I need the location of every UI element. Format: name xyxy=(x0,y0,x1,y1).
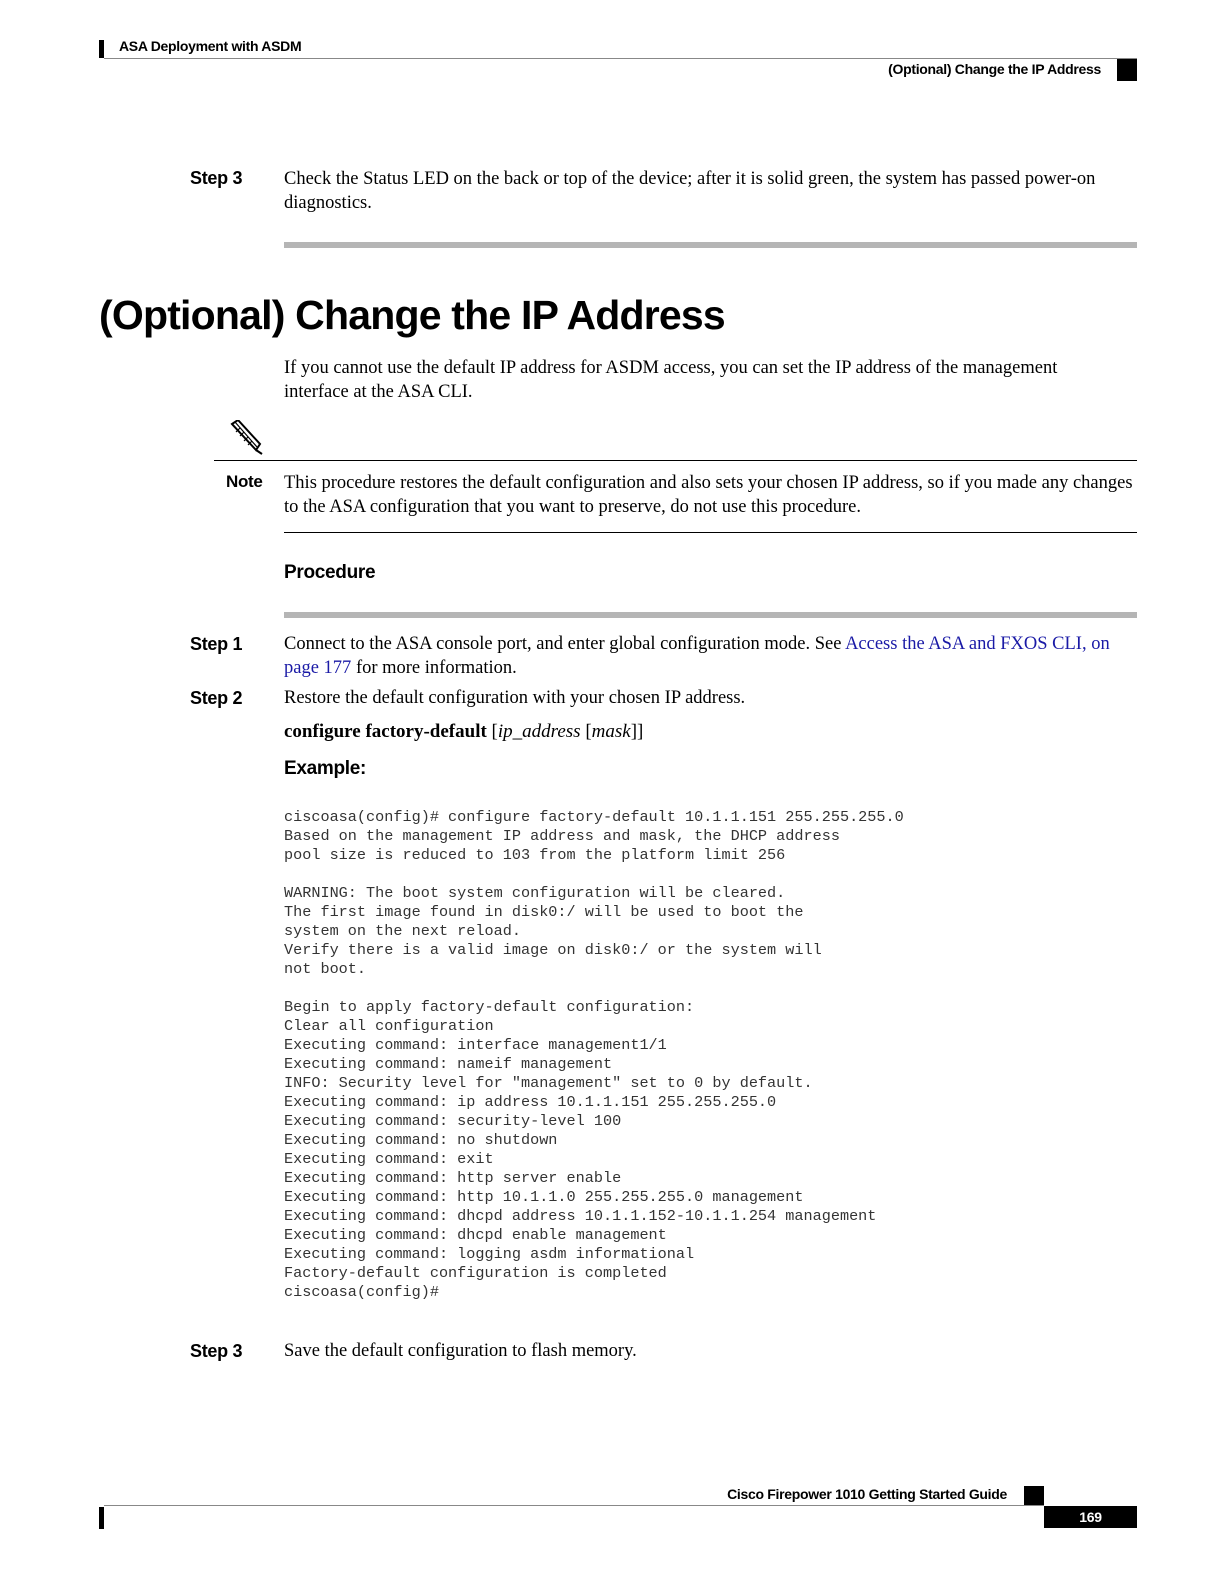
prior-step-text: Check the Status LED on the back or top of the device; after it is solid green, the system has passed power-on diagnostics. xyxy=(284,169,1096,213)
command-bracket: [ xyxy=(486,721,498,742)
step1-label: Step 1 xyxy=(190,634,243,654)
pencil-note-icon xyxy=(226,420,264,456)
header-right-block xyxy=(1117,59,1137,81)
footer-guide-title: Cisco Firepower 1010 Getting Started Guide xyxy=(727,1486,1007,1502)
example-code-block: ciscoasa(config)# configure factory-default 10.1.1.151 255.255.255.0 Based on the management IP address and mask, the DHCP address pool size is reduced to 103 from the platform limit 256 WARNING: The boot system configuration will be cleared. The first image found in disk0:/ will be used to boot the system on the next reload. Verify there is a valid image on disk0:/ or the system will not boot. Begin to apply factory-default configuration: Clear all configuration Executing command: interface management1/1 Executing command: nameif management INFO: Security level for "management" set to 0 by default. Executing command: ip address 10.1.1.151 255.255.255.0 Executing command: security-level 100 Executing command: no shutdown Executing command: exit Executing command: http server enable Executing command: http 10.1.1.0 255.255.255.0 management Executing command: dhcpd address 10.1.1.152-10.1.1.254 management Executing command: dhcpd enable management Executing command: logging asdm informational Factory-default configuration is completed ciscoasa(config)# xyxy=(284,808,904,1301)
command-name: configure factory-default xyxy=(284,721,487,742)
command-arg-ip: ip_address xyxy=(497,721,581,742)
step2-label: Step 2 xyxy=(190,688,243,708)
footer-block xyxy=(1024,1486,1044,1506)
header-page-section: (Optional) Change the IP Address xyxy=(888,61,1101,77)
page-title: (Optional) Change the IP Address xyxy=(99,292,725,338)
note-text: This procedure restores the default configuration and also sets your chosen IP address, so if you made any changes to the ASA configuration that you want to preserve, do not use this procedure. xyxy=(284,473,1133,517)
step1-text xyxy=(284,632,1144,680)
step3-label: Step 3 xyxy=(190,1341,243,1361)
header-doc-section: ASA Deployment with ASDM xyxy=(119,38,302,54)
example-label: Example: xyxy=(284,758,367,779)
header-left-bar xyxy=(99,40,104,58)
prior-step-label: Step 3 xyxy=(190,168,243,188)
note-bottom-rule xyxy=(284,532,1137,533)
step1-cli-link[interactable]: Access the ASA and FXOS CLI, on page 177 xyxy=(284,634,1110,678)
step3-text: Save the default configuration to flash memory. xyxy=(284,1341,637,1361)
footer-rule xyxy=(104,1505,1044,1506)
procedure-heading: Procedure xyxy=(284,562,376,583)
step1-text-before: Connect to the ASA console port, and enter global configuration mode. See xyxy=(284,634,846,654)
note-label: Note xyxy=(226,472,263,491)
command-syntax xyxy=(284,721,643,743)
page-number: 169 xyxy=(1044,1506,1137,1528)
command-bracket-close: ]] xyxy=(630,721,644,742)
command-bracket: [ xyxy=(580,721,592,742)
step1-text-after: for more information. xyxy=(351,658,517,678)
command-arg-mask: mask xyxy=(591,721,631,742)
note-top-rule xyxy=(214,460,1137,461)
section-intro: If you cannot use the default IP address for ASDM access, you can set the IP address of the management interface at the ASA CLI. xyxy=(284,358,1058,402)
header-rule xyxy=(104,58,1137,59)
step2-text: Restore the default configuration with your chosen IP address. xyxy=(284,688,746,708)
footer-left-bar xyxy=(99,1507,104,1529)
procedure-divider-bar xyxy=(284,612,1137,618)
step-divider-bar xyxy=(284,242,1137,248)
